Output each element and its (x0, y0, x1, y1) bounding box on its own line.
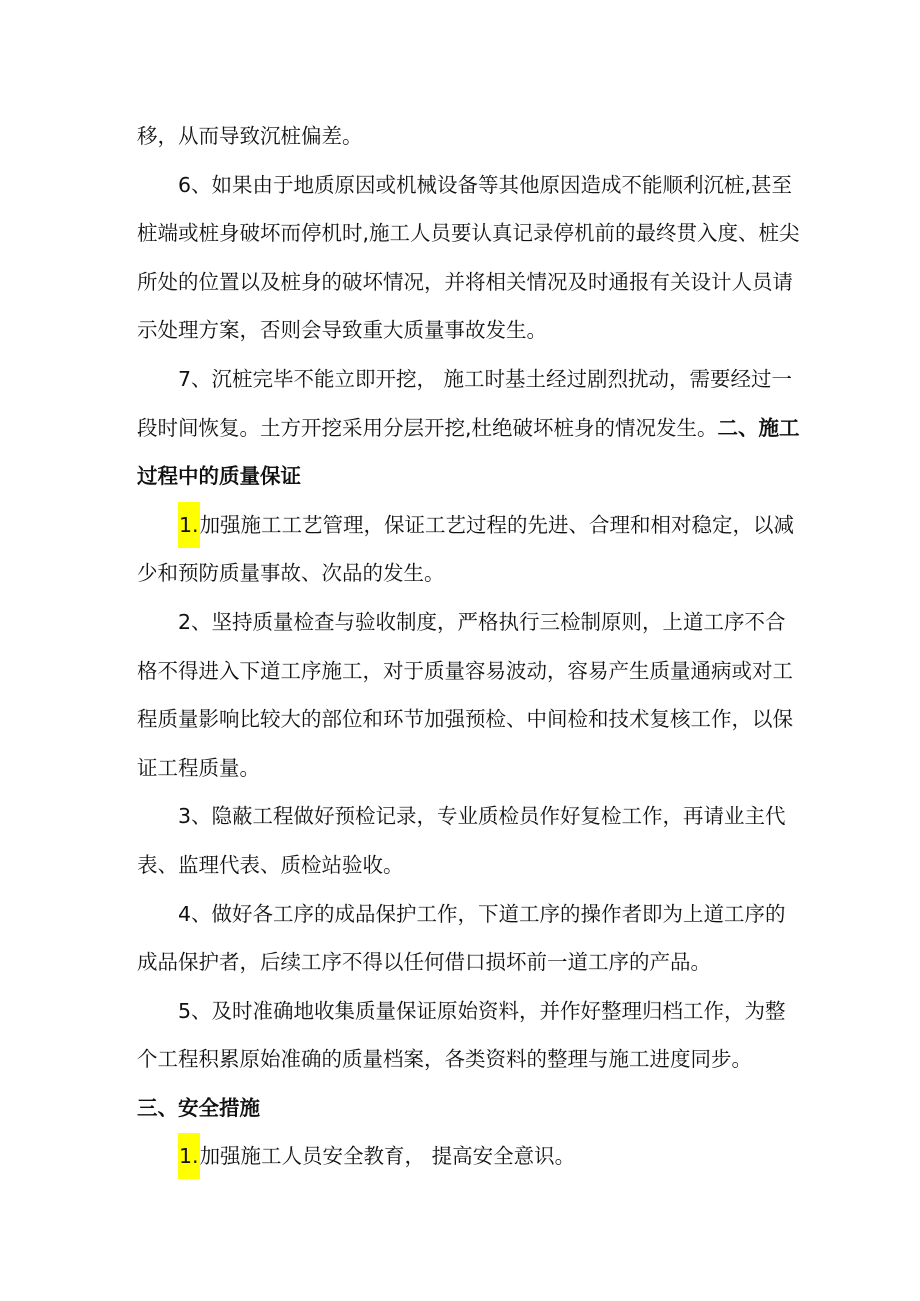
section-2-heading-end: 过程中的质量保证 (137, 464, 301, 489)
section-3-item-1-text: 加强施工人员安全教育， 提高安全意识。 (199, 1144, 576, 1169)
section-2-item-5-line-1: 5、及时准确地收集质量保证原始资料，并作好整理归档工作，为整 (178, 998, 786, 1023)
section-2-item-2-line-1: 2、坚持质量检查与验收制度，严格执行三检制原则，上道工序不合 (178, 609, 786, 634)
section-2-item-1-line-1 (137, 501, 797, 550)
section-2-item-3-line-2: 表、监理代表、质检站验收。 (137, 852, 404, 877)
section-3-item-1-line-1 (137, 1132, 797, 1181)
section-2-item-4-line-1: 4、做好各工序的成品保护工作，下道工序的操作者即为上道工序的 (178, 901, 786, 926)
highlighted-number: 1. (178, 1133, 200, 1179)
item-7-text: 段时间恢复。土方开挖采用分层开挖,杜绝破坏桩身的情况发生。 (137, 415, 718, 440)
item-7-line-2 (137, 404, 800, 453)
highlighted-number: 1. (178, 502, 200, 548)
section-2-item-1-line-2: 少和预防质量事故、次品的发生。 (137, 561, 445, 586)
item-6-line-1: 6、如果由于地质原因或机械设备等其他原因造成不能顺利沉桩,甚至 (178, 172, 793, 197)
section-2-item-4-line-2: 成品保护者，后续工序不得以任何借口损坏前一道工序的产品。 (137, 950, 711, 975)
section-2-item-2-line-2: 格不得进入下道工序施工，对于质量容易波动，容易产生质量通病或对工 (137, 658, 793, 683)
document-body (137, 112, 800, 1181)
section-3-heading: 三、安全措施 (137, 1095, 260, 1120)
item-6-line-3: 所处的位置以及桩身的破坏情况，并将相关情况及时通报有关设计人员请 (137, 269, 793, 294)
section-2-item-2-line-4: 证工程质量。 (137, 755, 260, 780)
section-2-item-5-line-2: 个工程积累原始准确的质量档案，各类资料的整理与施工进度同步。 (137, 1047, 752, 1072)
section-2-item-2-line-3: 程质量影响比较大的部位和环节加强预检、中间检和技术复核工作，以保 (137, 707, 793, 732)
section-2-heading-start: 二、施工 (717, 415, 800, 440)
section-2-item-3-line-1: 3、隐蔽工程做好预检记录，专业质检员作好复检工作，再请业主代 (178, 804, 786, 829)
item-7-line-1: 7、沉桩完毕不能立即开挖， 施工时基土经过剧烈扰动，需要经过一 (178, 366, 793, 391)
item-6-line-4: 示处理方案，否则会导致重大质量事故发生。 (137, 318, 547, 343)
item-6-line-2: 桩端或桩身破坏而停机时,施工人员要认真记录停机前的最终贯入度、桩尖 (137, 221, 800, 246)
section-2-item-1-text: 加强施工工艺管理，保证工艺过程的先进、合理和相对稳定，以减 (199, 512, 795, 537)
paragraph-continuation: 移，从而导致沉桩偏差。 (137, 124, 363, 148)
